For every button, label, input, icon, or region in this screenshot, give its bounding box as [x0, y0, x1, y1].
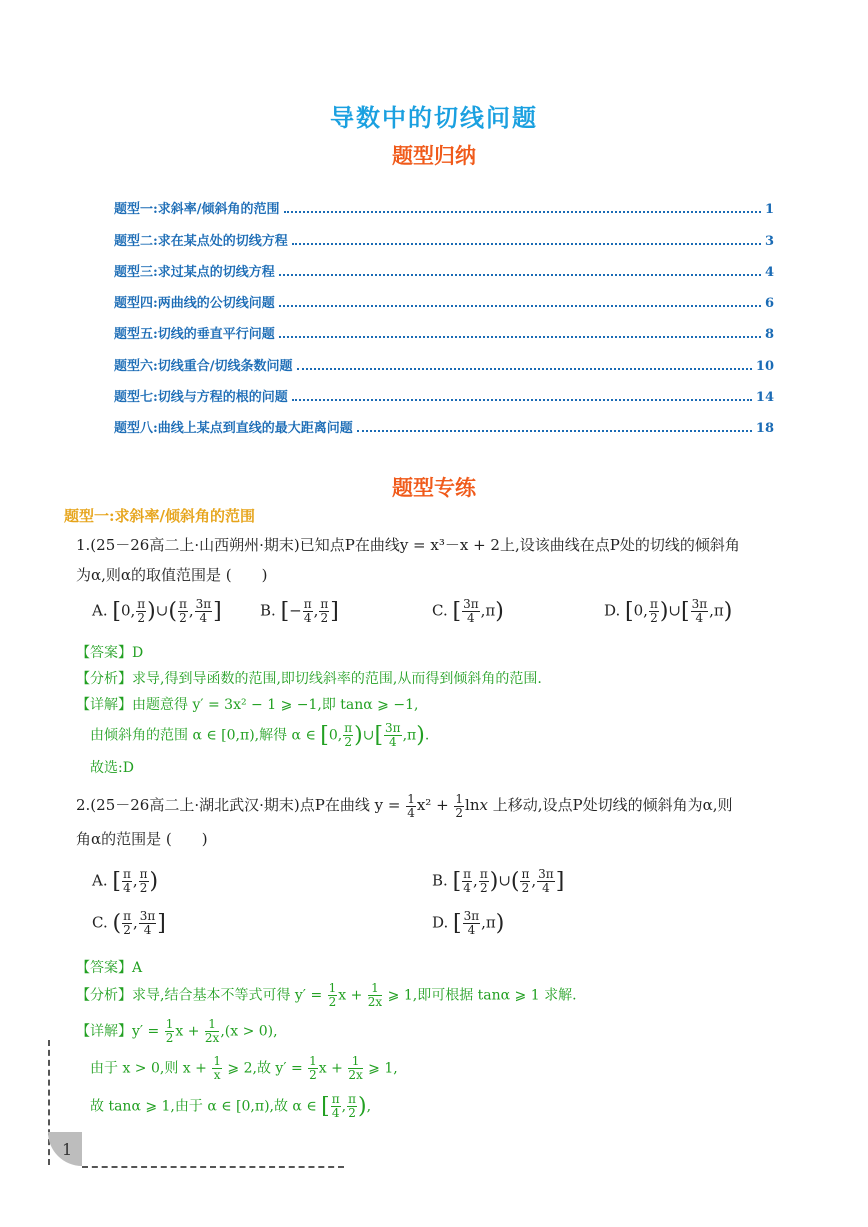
toc-entry[interactable] [114, 311, 774, 342]
section-heading-practice: 题型专练 [392, 475, 476, 500]
page-border-horizontal [82, 1166, 344, 1168]
question-2-line2: 角α的范围是 ( ) [76, 830, 208, 848]
q2-detail-3: 故 tanα ⩾ 1,由于 α ∈ [0,π),故 α ∈ [ $\frac{\pi}{4}$ , $\frac{\pi}{2}$ ), [90, 1092, 372, 1120]
toc-entry-page: 6 [764, 296, 774, 312]
toc-entry-page: 18 [755, 421, 774, 437]
q1-detail-2: 由倾斜角的范围 α ∈ [0,π),解得 α ∈ [0, $\frac{\pi}{2}$ )∪[ $\frac{3\pi}{4}$ ,π). [90, 721, 430, 749]
toc-entry-label: 题型七:切线与方程的根的问题 [114, 390, 288, 406]
toc-leader-dots [297, 368, 752, 370]
toc-entry[interactable] [114, 186, 774, 217]
toc-entry-label: 题型四:两曲线的公切线问题 [114, 296, 275, 312]
page-number: 1 [62, 1140, 73, 1159]
toc-entry-label: 题型一:求斜率/倾斜角的范围 [114, 202, 280, 218]
question-1-line2: 为α,则α的取值范围是 ( ) [76, 566, 268, 584]
toc-entry-label: 题型二:求在某点处的切线方程 [114, 233, 288, 249]
toc-leader-dots [284, 211, 761, 213]
toc-leader-dots [357, 430, 752, 432]
toc-leader-dots [279, 336, 761, 338]
q2-analysis: 【分析】求导,结合基本不等式可得 y′ = $\frac{1}{2}$ x + $\frac{1}{2x}$ ⩾ 1,即可根据 tanα ⩾ 1 求解. [76, 981, 577, 1009]
q1-option-b: B. [− $\frac{\pi}{4}$ , $\frac{\pi}{2}$ ] [260, 597, 339, 625]
toc-entry[interactable] [114, 342, 774, 373]
q1-option-c: C. [ $\frac{3\pi}{4}$ ,π) [432, 597, 504, 625]
q2-option-b: B. [ $\frac{\pi}{4}$ , $\frac{\pi}{2}$ )∪( $\frac{\pi}{2}$ , $\frac{3\pi}{4}$ ] [432, 867, 565, 895]
toc-leader-dots [279, 274, 761, 276]
toc-leader-dots [279, 305, 761, 307]
q1-answer: 【答案】D [76, 645, 144, 661]
toc-entry[interactable] [114, 405, 774, 436]
q1-detail-1: 【详解】由题意得 y′ = 3x² − 1 ⩾ −1,即 tanα ⩾ −1, [76, 697, 419, 713]
q2-option-d: D. [ $\frac{3\pi}{4}$ ,π) [432, 909, 505, 937]
toc-entry-label: 题型五:切线的垂直平行问题 [114, 327, 275, 343]
question-1-stem [76, 530, 816, 590]
toc-leader-dots [292, 243, 761, 245]
question-1-line1: 1.(25－26高二上·山西朔州·期末)已知点P在曲线y = x³－x + 2上,设该曲线在点P处的切线的倾斜角 [76, 536, 740, 554]
page-border-vertical [48, 1040, 50, 1165]
q2-answer: 【答案】A [76, 960, 143, 976]
toc-entry[interactable] [114, 374, 774, 405]
q1-option-d: D. [0, $\frac{\pi}{2}$ )∪[ $\frac{3\pi}{4}$ ,π) [604, 597, 733, 625]
toc-entry-page: 14 [755, 390, 774, 406]
toc-entry-page: 10 [755, 358, 774, 374]
toc-entry-page: 4 [764, 264, 774, 280]
toc-entry-label: 题型三:求过某点的切线方程 [114, 264, 275, 280]
toc-entry-page: 1 [764, 202, 774, 218]
table-of-contents [114, 186, 774, 436]
q2-option-c: C. ( $\frac{\pi}{2}$ , $\frac{3\pi}{4}$ ] [92, 909, 166, 937]
toc-entry-page: 3 [764, 233, 774, 249]
q1-detail-3: 故选:D [90, 760, 134, 776]
toc-entry[interactable] [114, 280, 774, 311]
toc-entry[interactable] [114, 217, 774, 248]
q2-option-a: A. [ $\frac{\pi}{4}$ , $\frac{\pi}{2}$ ) [92, 867, 159, 895]
toc-entry-label: 题型六:切线重合/切线条数问题 [114, 358, 293, 374]
section-heading-summary: 题型归纳 [392, 143, 476, 168]
q1-option-a: A. [0, $\frac{\pi}{2}$ )∪( $\frac{\pi}{2}$ , $\frac{3\pi}{4}$ ] [92, 597, 222, 625]
q2-detail-2: 由于 x > 0,则 x + $\frac{1}{x}$ ⩾ 2,故 y′ = $\frac{1}{2}$ x + $\frac{1}{2x}$ ⩾ 1, [90, 1054, 398, 1082]
toc-entry[interactable] [114, 249, 774, 280]
toc-entry-label: 题型八:曲线上某点到直线的最大距离问题 [114, 421, 353, 437]
question-2-stem [76, 790, 816, 854]
type-heading: 题型一:求斜率/倾斜角的范围 [64, 507, 256, 525]
question-2-line1: 2.(25－26高二上·湖北武汉·期末)点P在曲线 y = $\frac{1}{4}$ x² + $\frac{1}{2}$ lnx 上移动,设点P处切线的倾斜角为α,则 [76, 791, 733, 820]
toc-leader-dots [292, 399, 752, 401]
q2-detail-1: 【详解】y′ = $\frac{1}{2}$ x + $\frac{1}{2x}$ ,(x > 0), [76, 1017, 278, 1045]
toc-entry-page: 8 [764, 327, 774, 343]
q1-analysis: 【分析】求导,得到导函数的范围,即切线斜率的范围,从而得到倾斜角的范围. [76, 671, 542, 687]
document-title: 导数中的切线问题 [330, 103, 538, 132]
